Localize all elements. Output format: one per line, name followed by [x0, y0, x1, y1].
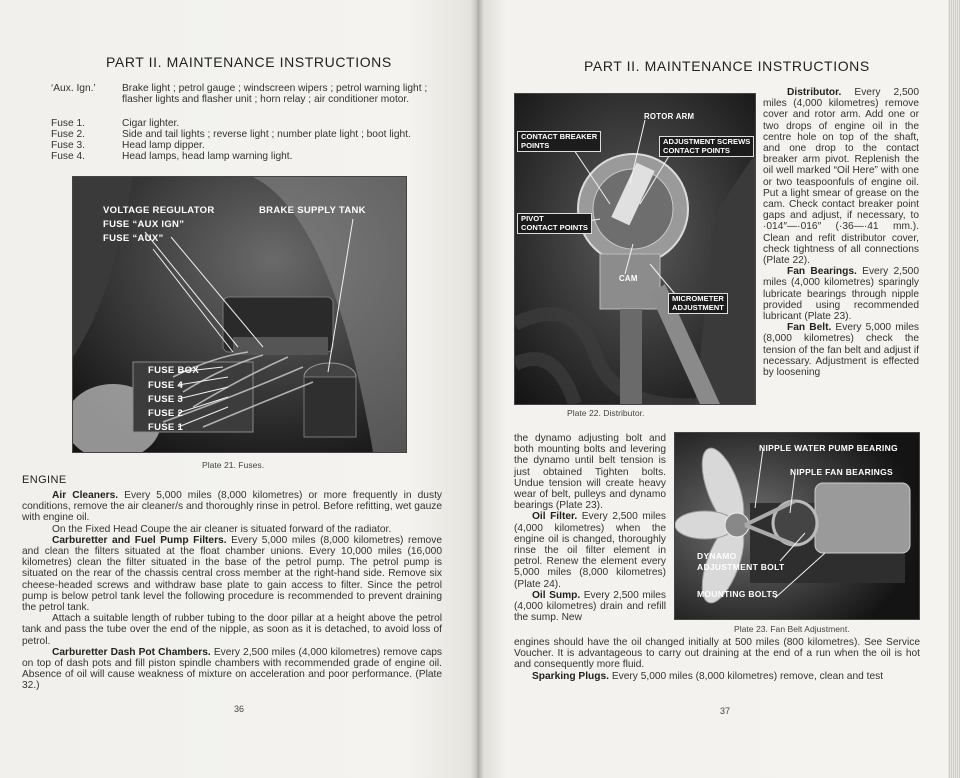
label-nipple-fan-bearings: NIPPLE FAN BEARINGS: [790, 467, 893, 477]
carb-filters-title: Carburetter and Fuel Pump Filters.: [52, 534, 227, 546]
label-fuse-box: FUSE BOX: [148, 365, 199, 376]
plate-23-caption: Plate 23. Fan Belt Adjustment.: [734, 624, 850, 634]
label-cam: CAM: [619, 274, 638, 283]
dash-pot-title: Carburetter Dash Pot Chambers.: [52, 646, 211, 658]
body-text-right: [514, 637, 920, 682]
label-nipple-water-pump: NIPPLE WATER PUMP BEARING: [759, 443, 898, 453]
label-mounting-bolts: MOUNTING BOLTS: [697, 589, 779, 599]
oil-sump-title: Oil Sump.: [532, 589, 581, 601]
fuse-desc: Head lamp dipper.: [122, 140, 205, 151]
fuse-key: Fuse 1.: [51, 118, 85, 129]
oil-sump-continued: engines should have the oil changed initially at 500 miles (800 kilometres). See Service Voucher. It is advantageous to carry out draining at the end of a run when the oil is hot and consequently more fluid.: [514, 637, 920, 671]
page-number: 37: [720, 706, 731, 716]
fuse-key: Fuse 4.: [51, 151, 85, 162]
label-fuse-3: FUSE 3: [148, 394, 184, 405]
plate-21-caption: Plate 21. Fuses.: [202, 460, 265, 470]
oil-filter-text: Every 2,500 miles (4,000 kilometres) when the engine oil is changed, thoroughly rinse the oil filter element in petrol. Renew the element every 5,000 miles (8,000 kilometres) (Plate 24).: [514, 511, 666, 590]
air-cleaners-title: Air Cleaners.: [52, 490, 119, 501]
page-heading: PART II. MAINTENANCE INSTRUCTIONS: [106, 54, 392, 70]
fuse-desc: Side and tail lights ; reverse light ; number plate light ; boot light.: [122, 129, 411, 140]
page-edges: [948, 0, 960, 778]
oil-filter-title: Oil Filter.: [532, 511, 578, 523]
label-rotor-arm: ROTOR ARM: [644, 112, 695, 121]
label-fuse-1: FUSE 1: [148, 422, 184, 433]
label-micrometer-adjustment: MICROMETER ADJUSTMENT: [668, 293, 728, 314]
label-pivot-contact-points: PIVOT CONTACT POINTS: [517, 213, 592, 234]
fuse-key: Fuse 2.: [51, 129, 85, 140]
label-fuse-aux-ign: FUSE “AUX IGN”: [103, 219, 185, 230]
fuse-desc: Head lamps, head lamp warning light.: [122, 151, 293, 162]
fan-bearings-text: Every 2,500 miles (4,000 kilometres) sparingly lubricate bearings through nipple provided using recommended lubricant (Plate 23).: [763, 266, 919, 323]
label-adjustment-screws: ADJUSTMENT SCREWS CONTACT POINTS: [659, 136, 754, 157]
air-cleaners-text: Every 5,000 miles (8,000 kilometres) or more frequently in dusty conditions, remove the air cleaner/s and thoroughly rinse in petrol. Before refitting, wet gauze with engine oil.: [22, 490, 442, 524]
label-voltage-regulator: VOLTAGE REGULATOR: [103, 205, 215, 216]
page-number: 36: [234, 704, 245, 714]
left-page: [0, 0, 478, 778]
oil-sump-text: Every 2,500 miles (4,000 kilometres) drain and refill the sump. New: [514, 589, 666, 624]
body-text-left: [22, 490, 442, 692]
right-page: [478, 0, 960, 778]
book-spine: [470, 0, 484, 778]
fan-belt-continued: the dynamo adjusting bolt and both mounting bolts and levering the dynamo until belt tension is just obtained Tighten bolts. Undue tension will create heavy wear of belt, pulleys and dynamo bearings (Plate 23).: [514, 433, 666, 512]
label-dynamo-adjustment-bolt: DYNAMO ADJUSTMENT BOLT: [697, 551, 785, 572]
distributor-text: Every 2,500 miles (4,000 kilometres) remove cover and rotor arm. Add one or two drops of engine oil in the centre hole on top of the shaft, and one drop to the contact breaker arm pivot. Replenish the oil well marked “Oil Here” with one or two teaspoonfuls of engine oil. Put a light smear of grease on the cam. Check contact breaker point gaps and adjust, if necessary, to ·014″—·016″ (·36—·41 mm.). Clean and refit distributor cover, check tightness of all connections (Plate 22).: [763, 87, 919, 267]
carb-filters-text: Every 5,000 miles (8,000 kilometres) remove and clean the filters situated at the float chamber unions. Every 10,000 miles (16,000 kilometres) clean the filter situated in the base of the petrol pump. The petrol pump is situated on the rear of the chassis central cross member at the right-hand side. Remove six cheese-headed screws and withdraw base plate to gain access to filter. Since the petrol pump is below petrol tank level the following procedure is recommended to prevent draining the petrol tank.: [22, 534, 442, 614]
label-fuse-aux: FUSE “AUX”: [103, 233, 164, 244]
air-cleaners-text-2: On the Fixed Head Coupe the air cleaner is situated forward of the radiator.: [52, 523, 392, 535]
dash-pot-text: Every 2,500 miles (4,000 kilometres) remove caps on top of dash pots and fill piston spindle chambers with recommended grade of engine oil. Absence of oil will cause weakness of mixture on acceleration and poor performance. (Plate 32.): [22, 646, 443, 692]
fuse-desc: Brake light ; petrol gauge ; windscreen wipers ; petrol warning light ; flasher lights and flasher unit ; horn relay ; air conditioner motor.: [122, 83, 428, 106]
engine-heading: ENGINE: [22, 474, 67, 486]
sparking-plugs-text: Every 5,000 miles (8,000 kilometres) remove, clean and test: [609, 670, 884, 682]
plate-23-photo: [674, 432, 920, 620]
fuse-key: ‘Aux. Ign.’: [51, 83, 96, 94]
fan-belt-text: Every 5,000 miles (8,000 kilometres) check the tension of the fan belt and adjust if necessary. Adjustment is effected by loosening: [763, 322, 919, 379]
label-brake-supply-tank: BRAKE SUPPLY TANK: [259, 205, 366, 216]
label-fuse-4: FUSE 4: [148, 380, 184, 391]
carb-filters-text-2: Attach a suitable length of rubber tubing to the door pillar at a height above the petrol tank and pass the tube over the end of the nipple, as soon as it is detached, to avoid loss of petrol.: [22, 613, 442, 647]
plate-21-photo: [72, 176, 407, 453]
plate-22-photo: [514, 93, 756, 405]
fuse-desc: Cigar lighter.: [122, 118, 180, 129]
fuse-key: Fuse 3.: [51, 140, 85, 151]
page-heading: PART II. MAINTENANCE INSTRUCTIONS: [584, 58, 870, 74]
fan-bearings-title: Fan Bearings.: [787, 266, 857, 278]
distributor-title: Distributor.: [787, 87, 842, 98]
fan-belt-title: Fan Belt.: [787, 322, 832, 334]
fan-belt-column: [514, 433, 666, 623]
plate-22-caption: Plate 22. Distributor.: [567, 408, 645, 418]
sparking-plugs-title: Sparking Plugs.: [532, 670, 609, 682]
label-fuse-2: FUSE 2: [148, 408, 184, 419]
distributor-column: [763, 87, 919, 378]
label-contact-breaker-points: CONTACT BREAKER POINTS: [517, 131, 601, 152]
